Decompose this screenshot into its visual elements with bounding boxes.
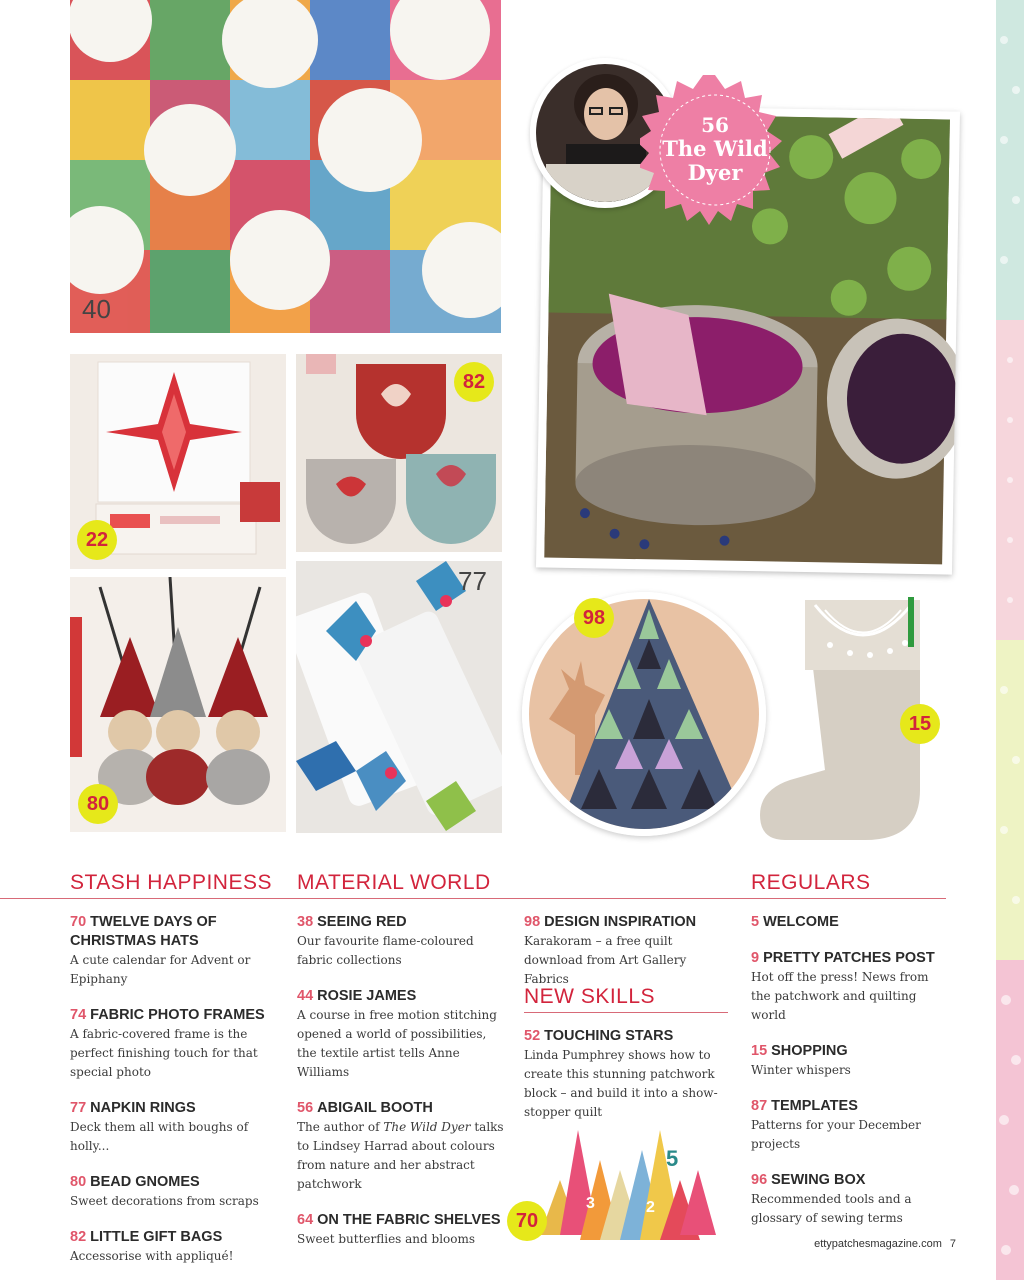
item-description: Hot off the press! News from the patchwork and quilting world <box>751 970 929 1022</box>
item-description: The author of The Wild Dyer talks to Lindsey Harrad about colours from nature and her abstract patchwork <box>297 1120 504 1191</box>
list-item[interactable] <box>524 913 729 989</box>
quilt-photo[interactable] <box>70 0 501 333</box>
list-item[interactable] <box>70 1228 285 1266</box>
list-item[interactable] <box>524 1027 729 1122</box>
list-item[interactable] <box>751 949 946 1025</box>
item-description: Recommended tools and a glossary of sewing terms <box>751 1192 912 1225</box>
regulars-column <box>751 913 946 1245</box>
footer-page-number: 7 <box>949 1238 956 1250</box>
list-item[interactable] <box>751 1042 946 1080</box>
item-title[interactable]: 56 ABIGAIL BOOTH <box>297 1100 433 1116</box>
item-description: Sweet butterflies and blooms <box>297 1232 476 1246</box>
list-item[interactable] <box>297 987 507 1082</box>
item-description: Linda Pumphrey shows how to create this stunning patchwork block – and build it into a show-stopper quilt <box>524 1048 718 1119</box>
item-title[interactable]: 96 SEWING BOX <box>751 1172 866 1188</box>
wild-dyer-badge-line2: Dyer <box>687 160 743 185</box>
stash-happiness-heading: STASH HAPPINESS <box>70 871 272 894</box>
item-description: Karakoram – a free quilt download from Art Gallery Fabrics <box>524 934 687 986</box>
item-description: A course in free motion stitching opened a world of possibilities, the textile artist tells Anne Williams <box>297 1008 497 1079</box>
new-skills-divider <box>524 1012 728 1013</box>
svg-text:5: 5 <box>666 1146 679 1171</box>
item-description: Patterns for your December projects <box>751 1118 921 1151</box>
item-title[interactable]: 77 NAPKIN RINGS <box>70 1100 196 1116</box>
christmas-hats-page-badge: 70 <box>507 1201 547 1241</box>
svg-text:2: 2 <box>646 1199 655 1216</box>
wild-dyer-badge-number: 56 <box>701 113 729 137</box>
tree-quilt-page-badge: 98 <box>574 598 614 638</box>
item-description: A cute calendar for Advent or Epiphany <box>70 953 251 986</box>
tree-quilt-photo[interactable] <box>522 592 766 836</box>
item-description: Our favourite flame-coloured fabric collections <box>297 934 474 967</box>
item-description: Deck them all with boughs of holly... <box>70 1120 249 1153</box>
item-title[interactable]: 98 DESIGN INSPIRATION <box>524 914 697 930</box>
regulars-heading: REGULARS <box>751 871 871 894</box>
list-item[interactable] <box>751 1171 946 1228</box>
new-skills-column <box>524 1027 729 1139</box>
item-title[interactable]: 70 TWELVE DAYS OF CHRISTMAS HATS <box>70 914 217 949</box>
stocking-photo[interactable] <box>760 595 920 845</box>
gift-bags-page-badge: 82 <box>454 362 494 402</box>
list-item[interactable] <box>70 913 285 989</box>
wild-dyer-badge-line1: The Wild <box>662 136 768 161</box>
footer-url[interactable]: ettypatchesmagazine.com <box>814 1238 942 1250</box>
material-world-column <box>297 913 507 1266</box>
napkin-rings-photo[interactable] <box>296 561 502 833</box>
item-title[interactable]: 9 PRETTY PATCHES POST <box>751 950 935 966</box>
list-item[interactable] <box>751 913 946 932</box>
item-description: A fabric-covered frame is the perfect finishing touch for that special photo <box>70 1027 258 1079</box>
cushion-page-badge: 22 <box>77 520 117 560</box>
page-footer <box>814 1238 956 1250</box>
item-title[interactable]: 87 TEMPLATES <box>751 1098 858 1114</box>
item-title[interactable]: 5 WELCOME <box>751 914 839 930</box>
item-title[interactable]: 44 ROSIE JAMES <box>297 988 417 1004</box>
item-title[interactable]: 38 SEEING RED <box>297 914 407 930</box>
gnomes-page-badge: 80 <box>78 784 118 824</box>
item-title[interactable]: 64 ON THE FABRIC SHELVES <box>297 1212 501 1228</box>
list-item[interactable] <box>70 1099 285 1156</box>
item-title[interactable]: 52 TOUCHING STARS <box>524 1028 674 1044</box>
item-title[interactable]: 15 SHOPPING <box>751 1043 848 1059</box>
wild-dyer-badge <box>640 75 790 225</box>
item-description: Sweet decorations from scraps <box>70 1194 259 1208</box>
decorative-fabric-strip <box>996 0 1024 1280</box>
item-description: Winter whispers <box>751 1063 851 1077</box>
item-description: Accessorise with appliqué! <box>70 1249 234 1263</box>
list-item[interactable] <box>70 1173 285 1211</box>
list-item[interactable] <box>297 1211 507 1249</box>
new-skills-heading: NEW SKILLS <box>524 985 656 1008</box>
stash-happiness-column <box>70 913 285 1280</box>
item-title[interactable]: 74 FABRIC PHOTO FRAMES <box>70 1007 265 1023</box>
napkin-rings-page-number: 77 <box>458 566 487 596</box>
list-item[interactable] <box>297 1099 507 1194</box>
list-item[interactable] <box>297 913 507 970</box>
list-item[interactable] <box>751 1097 946 1154</box>
list-item[interactable] <box>70 1006 285 1082</box>
contents-divider <box>0 898 946 899</box>
stocking-page-badge: 15 <box>900 704 940 744</box>
item-title[interactable]: 80 BEAD GNOMES <box>70 1174 200 1190</box>
item-title[interactable]: 82 LITTLE GIFT BAGS <box>70 1229 223 1245</box>
material-world-heading: MATERIAL WORLD <box>297 871 491 894</box>
svg-text:3: 3 <box>586 1195 595 1212</box>
quilt-page-number: 40 <box>82 294 111 324</box>
